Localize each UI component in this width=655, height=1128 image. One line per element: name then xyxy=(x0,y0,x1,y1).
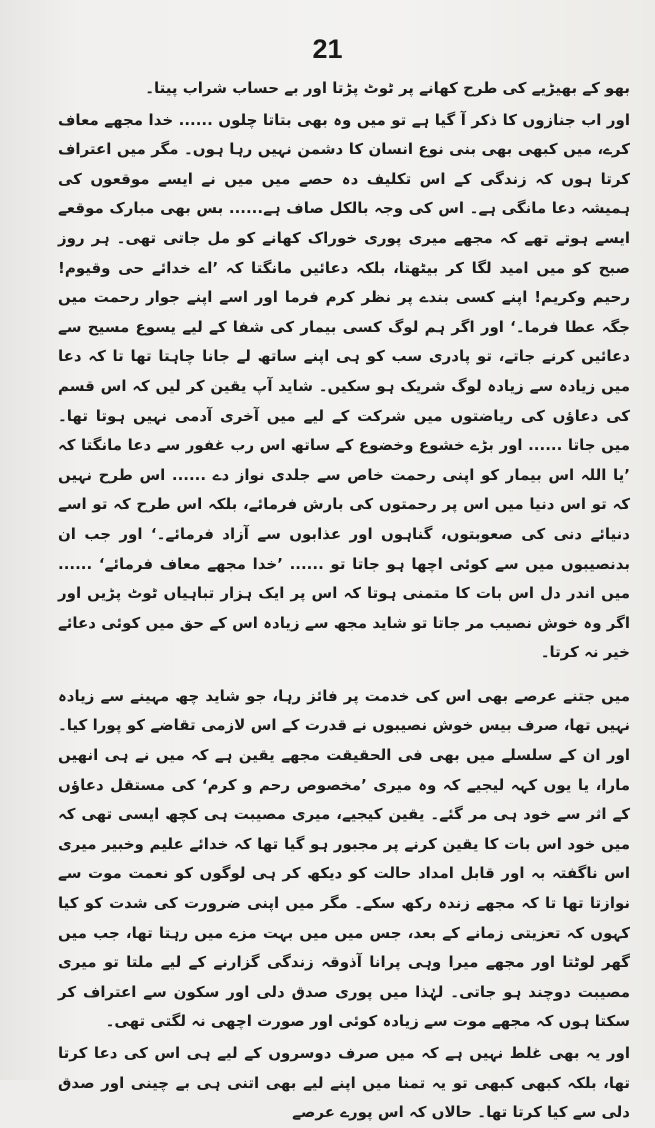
paragraph-3: میں جتنے عرصے بھی اس کی خدمت پر فائز رہا، جو شاید چھ مہینے سے زیادہ نہیں تھا، صرف بیس خوش نصیبوں نے قدرت کے اس لازمی تقاضے کو پورا کیا۔ اور ان کے سلسلے میں بھی فی الحقیقت مجھے یقین ہے کہ میں نے ہی انھیں مارا، یا یوں کہہ لیجیے کہ وہ میری ’مخصوص رحم و کرم‘ کی مستقل دعاؤں کے اثر سے خود ہی مر گئے۔ یقین کیجیے، میری مصیبت ہی کچھ ایسی تھی کہ میں خود اس بات کا یقین کرنے پر مجبور ہو گیا تھا کہ خدائے علیم وخبیر میری اس ناگفتہ بہ اور قابل امداد حالت کو دیکھ کر ہی لوگوں کو نعمت موت سے نوازتا تھا تا کہ مجھے زندہ رکھ سکے۔ مگر میں اپنی ضرورت کی شدت کو کیا کہوں کہ تعزیتی زمانے کے بعد، جس میں میں بہت مزے میں رہتا تھا، جب میں گھر لوٹتا اور مجھے میرا وہی پرانا آذوقہ زندگی گزارنے کے لیے ملتا تو میری مصیبت دوچند ہو جاتی۔ لہٰذا میں پوری صدق دلی اور سکون سے اعتراف کر سکتا ہوں کہ مجھے موت سے زیادہ کوئی اور صورت اچھی نہ لگتی تھی۔ xyxy=(58,686,630,1031)
paragraph-4: اور یہ بھی غلط نہیں ہے کہ میں صرف دوسروں کے لیے ہی اس کی دعا کرتا تھا، بلکہ کبھی کبھی تو یہ تمنا میں اپنے لیے بھی اتنی ہی بے چینی اور صدق دلی سے کیا کرتا تھا۔ حالاں کہ اس پورے عرصے xyxy=(58,1044,630,1122)
body-text xyxy=(58,74,630,1128)
page-number: 21 xyxy=(312,34,343,64)
paragraph-1: بھو کے بھیڑیے کی طرح کھانے پر ٹوٹ پڑتا اور بے حساب شراب پیتا۔ xyxy=(145,79,630,97)
paragraph-2: اور اب جنازوں کا ذکر آ گیا ہے تو میں وہ بھی بتاتا چلوں ...... خدا مجھے معاف کرے، میں کبھی بھی بنی نوع انسان کا دشمن نہیں رہا ہوں۔ مگر میں اعتراف کرتا ہوں کہ زندگی کے اس تکلیف دہ حصے میں میں نے ایسے موقعوں کی ہمیشہ دعا مانگی ہے۔ اس کی وجہ بالکل صاف ہے...... بس بھی مبارک موقعے ایسے ہوتے تھے کہ مجھے میری پوری خوراک کھانے کو مل جاتی تھی۔ ہر روز صبح کو میں امید لگا کر بیٹھتا، بلکہ دعائیں مانگتا کہ ’اے خدائے حی وقیوم! رحیم وکریم! اپنے کسی بندے پر نظر کرم فرما اور اسے اپنے جوار رحمت میں جگہ عطا فرما۔‘ اور اگر ہم لوگ کسی بیمار کی شفا کے لیے یسوع مسیح سے دعائیں کرنے جاتے، تو پادری سب کو ہی اپنے ساتھ لے جانا چاہتا تھا تا کہ دعا میں زیادہ سے زیادہ لوگ شریک ہو سکیں۔ شاید آپ یقین کر لیں کہ اس قسم کی دعاؤں کی ریاضتوں میں شرکت کے لیے میں آخری آدمی نہیں ہوتا تھا۔ میں جاتا ...... اور بڑے خشوع وخضوع کے ساتھ اس رب غفور سے دعا مانگتا کہ ’یا اللہ اس بیمار کو اپنی رحمت خاص سے جلدی نواز دے ...... اس طرح نہیں کہ تو اس دنیا میں اس پر رحمتوں کی بارش فرمائے، بلکہ اس طرح کہ تو اسے دنیائے دنی کی صعوبتوں، گناہوں اور عذابوں سے آزاد فرمائے۔‘ اور جب ان بدنصیبوں میں سے کوئی اچھا ہو جاتا تو ...... ’خدا مجھے معاف فرمائے‘ ...... میں اندر دل اس بات کا متمنی ہوتا کہ اس پر ایک ہزار تباہیاں ٹوٹ پڑیں اور اگر وہ خوش نصیب مر جاتا تو شاید مجھ سے زیادہ اس کے حق میں کوئی دعائے خیر نہ کرتا۔ xyxy=(58,110,630,662)
